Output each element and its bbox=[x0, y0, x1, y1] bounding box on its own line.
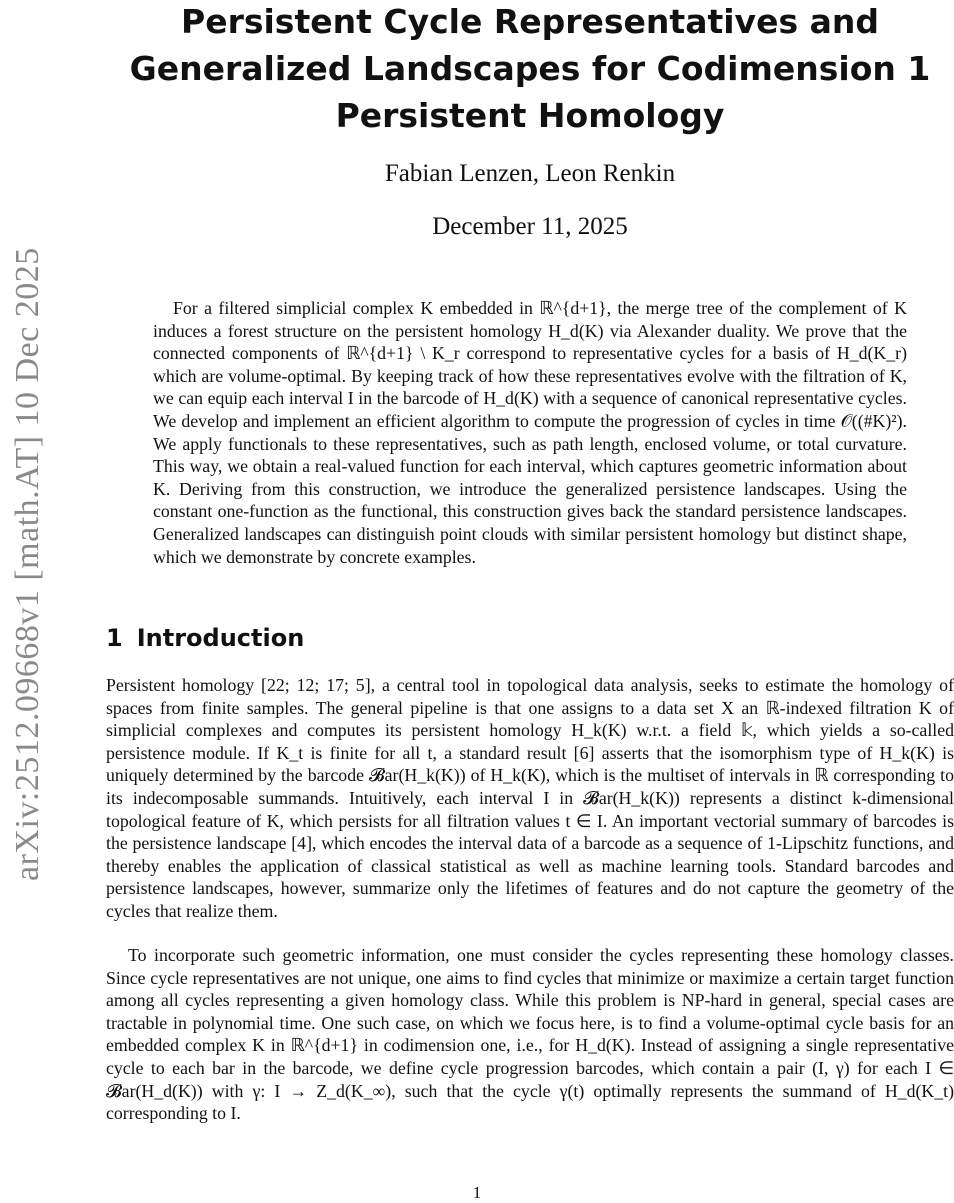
section-number: 1 bbox=[106, 624, 123, 652]
page-number: 1 bbox=[472, 1183, 482, 1202]
paper-date: December 11, 2025 bbox=[432, 213, 628, 240]
paper-title: Persistent Cycle Representatives and Generalized Landscapes for Codimension 1 Persistent Homology bbox=[129, 2, 931, 135]
section-title: Introduction bbox=[136, 624, 305, 652]
intro-paragraph-1: Persistent homology [22; 12; 17; 5], a central tool in topological data analysis, seeks to estimate the homology of spaces from finite samples. The general pipeline is that one assigns to a data set X an ℝ-indexed filtration K of simplicial complexes and computes its persistent homology H_k(K) w.r.t. a field 𝕜, which yields a so-called persistence module. If K_t is finite for all t, a standard result [6] asserts that the isomorphism type of H_k(K) is uniquely determined by the barcode 𝓑ar(H_k(K)) of H_k(K), which is the multiset of intervals in ℝ corresponding to its indecomposable summands. Intuitively, each interval I in 𝓑ar(H_k(K)) represents a distinct k-dimensional topological feature of K, which persists for all filtration values t ∈ I. An important vectorial summary of barcodes is the persistence landscape [4], which encodes the interval data of a barcode as a sequence of 1-Lipschitz functions, and thereby enables the application of classical statistical as well as machine learning tools. Standard barcodes and persistence landscapes, however, summarize only the lifetimes of features and do not capture the geometry of the cycles that realize them. bbox=[106, 675, 954, 921]
abstract-paragraph: For a filtered simplicial complex K embedded in ℝ^{d+1}, the merge tree of the complement of K induces a forest structure on the persistent homology H_d(K) via Alexander duality. We prove that the connected components of ℝ^{d+1} \ K_r correspond to representative cycles for a basis of H_d(K_r) which are volume-optimal. By keeping track of how these representatives evolve with the filtration of K, we can equip each interval I in the barcode of H_d(K) with a sequence of canonical representative cycles. We develop and implement an efficient algorithm to compute the progression of cycles in time 𝒪((#K)²). We apply functionals to these representatives, such as path length, enclosed volume, or total curvature. This way, we obtain a real-valued function for each interval, which captures geometric information about K. Deriving from this construction, we introduce the generalized persistence landscapes. Using the constant one-function as the functional, this construction gives back the standard persistence landscapes. Generalized landscapes can distinguish point clouds with similar persistent homology but distinct shape, which we demonstrate by concrete examples. bbox=[153, 298, 907, 567]
arxiv-identifier-stamp: arXiv:2512.09668v1 [math.AT] 10 Dec 2025 bbox=[9, 247, 46, 881]
section-heading bbox=[106, 624, 304, 652]
intro-paragraph-2: To incorporate such geometric information, one must consider the cycles representing these homology classes. Since cycle representatives are not unique, one aims to find cycles that minimize or maximize a certain target function among all cycles representing a given homology class. While this problem is NP-hard in general, special cases are tractable in polynomial time. One such case, on which we focus here, is to find a volume-optimal cycle basis for an embedded complex K in ℝ^{d+1} in codimension one, i.e., for H_d(K). Instead of assigning a single representative cycle to each bar in the barcode, we define cycle progression barcodes, which contain a pair (I, γ) for each I ∈ 𝓑ar(H_d(K)) with γ: I → Z_d(K_∞), such that the cycle γ(t) optimally represents the summand of H_d(K_t) corresponding to I. bbox=[106, 945, 954, 1124]
paper-authors: Fabian Lenzen, Leon Renkin bbox=[384, 160, 676, 187]
